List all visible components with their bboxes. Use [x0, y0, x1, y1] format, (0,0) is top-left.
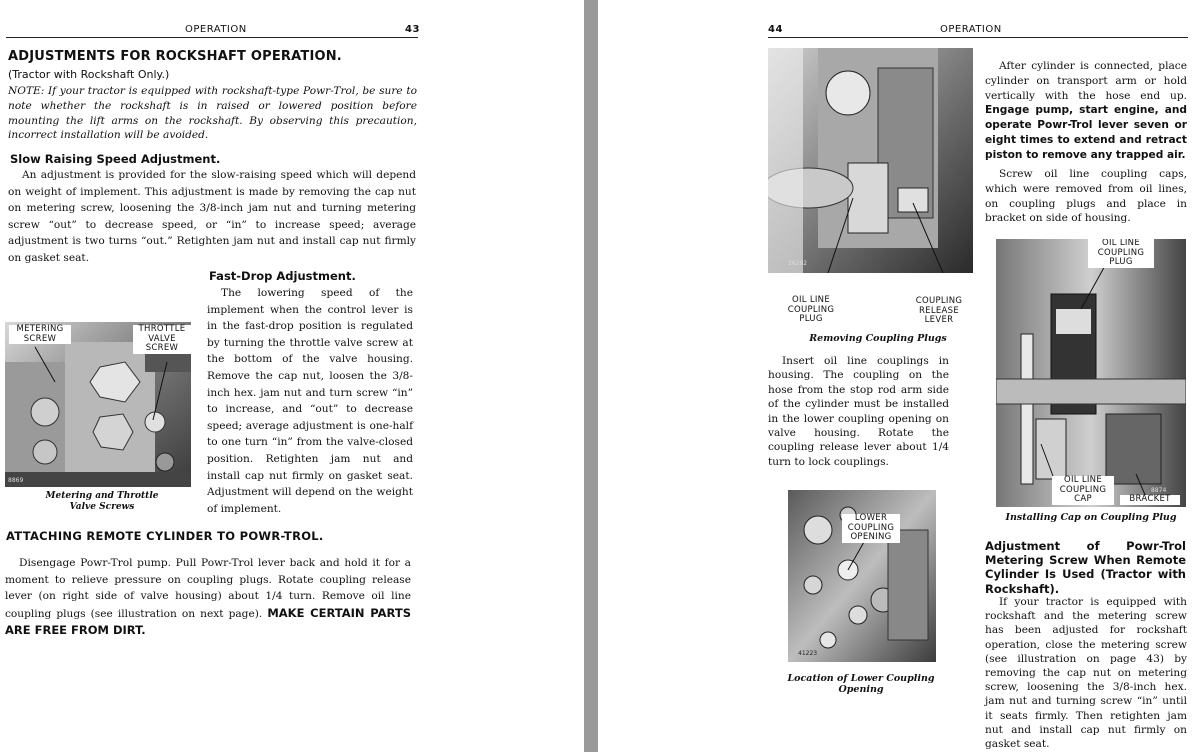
lower-coupling-opening-photo	[788, 490, 936, 662]
attaching-paragraph	[5, 555, 411, 640]
coupling-release-lever-label: COUPLING RELEASE LEVER	[915, 296, 963, 326]
removing-coupling-plugs-caption: Removing Coupling Plugs	[809, 333, 947, 344]
after-connected-paragraph	[985, 59, 1187, 163]
slow-raising-heading: Slow Raising Speed Adjustment.	[10, 152, 221, 166]
oil-line-coupling-cap-label: OIL LINE COUPLING CAP	[1052, 476, 1114, 505]
running-header: OPERATION	[185, 24, 247, 35]
attaching-text: Disengage Powr-Trol pump. Pull Powr-Trol lever back and hold it for a moment to relieve pressure on coupling plugs. Rotate coupling release lever (on right side of valve housing) about 1/4 turn. Remove oil line coupling plugs (see illustration on next page).	[5, 557, 411, 620]
lower-coupling-caption: Location of Lower Coupling Opening	[787, 673, 935, 695]
photo-number: 26292	[788, 260, 808, 267]
running-header: OPERATION	[940, 24, 1002, 35]
note-paragraph: NOTE: If your tractor is equipped with rockshaft-type Powr-Trol, be sure to note whether the rockshaft is in raised or lowered position before mounting the lift arms on the rockshaft. By observing this precaution, incorrect installation will be avoided.	[8, 85, 417, 142]
attaching-warning: MAKE CERTAIN PARTS ARE FREE FROM DIRT.	[5, 605, 411, 638]
left-page	[0, 0, 584, 752]
throttle-valve-screw-label: THROTTLE VALVE SCREW	[133, 325, 191, 354]
metering-screw-remote-heading: Adjustment of Powr-Trol Metering Screw When Remote Cylinder Is Used (Tractor with Rockshaft).	[985, 539, 1186, 596]
right-page	[598, 0, 1201, 752]
installing-cap-caption: Installing Cap on Coupling Plug	[1005, 512, 1177, 523]
section-subtitle: (Tractor with Rockshaft Only.)	[8, 68, 170, 81]
coupling-plug-illustration	[768, 48, 973, 273]
slow-raising-paragraph: An adjustment is provided for the slow-raising speed which will depend on weight of implement. This adjustment is made by removing the cap nut on metering screw, loosening the 3/8-inch jam nut and turning metering screw “out” to decrease speed, or “in” to increase speed; average adjustment is two turns “out.” Retighten jam nut and install cap nut firmly on gasket seat.	[8, 169, 416, 264]
insert-couplings-paragraph: Insert oil line couplings in housing. The coupling on the hose from the stop rod arm side of the cylinder must be installed in the lower coupling opening on valve housing. Rotate the coupling release lever about 1/4 turn to lock couplings.	[768, 355, 949, 468]
after-connected-text: After cylinder is connected, place cylinder on transport arm or hold vertically with the hose end up.	[985, 60, 1187, 102]
screw-caps-paragraph: Screw oil line coupling caps, which were removed from oil lines, on coupling plugs and place in bracket on side of housing.	[985, 168, 1187, 225]
header-rule	[768, 37, 1188, 38]
header-rule	[6, 37, 418, 38]
bracket-label: BRACKET	[1120, 495, 1180, 505]
metering-screw-label: METERING SCREW	[9, 325, 71, 344]
figure-caption: Metering and Throttle Valve Screws	[45, 491, 159, 512]
fast-drop-heading: Fast-Drop Adjustment.	[209, 269, 356, 283]
metering-screw-remote-paragraph: If your tractor is equipped with rockshaft and the metering screw has been adjusted for rockshaft operation, close the metering screw (see illustration on page 43) by removing the cap nut on metering screw, loosening the 3/8-inch hex. jam nut and turning screw “in” until it seats firmly. Then retighten jam nut and install cap nut firmly on gasket seat.	[985, 596, 1187, 751]
cap-coupling-illustration	[996, 239, 1186, 507]
bleed-air-instruction: Engage pump, start engine, and operate Powr-Trol lever seven or eight times to extend and retract piston to remove any trapped air.	[985, 104, 1187, 161]
page-number: 43	[405, 24, 420, 35]
photo-number: 41223	[798, 650, 818, 657]
section-title: ADJUSTMENTS FOR ROCKSHAFT OPERATION.	[8, 49, 342, 64]
attaching-heading: ATTACHING REMOTE CYLINDER TO POWR-TROL.	[6, 529, 324, 543]
fast-drop-paragraph: The lowering speed of the implement when the control lever is in the fast-drop position is regulated by turning the throttle valve screw at the bottom of the valve housing. Remove the cap nut, loosen the 3/8-inch hex. jam nut and turn screw “in” to increase, and “out” to decrease speed; average adjustment is one-half to one turn “in” from the valve-closed position. Retighten jam nut and install cap nut firmly on gasket seat. Adjustment will depend on the weight of implement.	[207, 287, 413, 515]
lower-coupling-opening-label: LOWER COUPLING OPENING	[842, 514, 900, 543]
installing-cap-photo	[996, 239, 1186, 507]
removing-coupling-plugs-photo	[768, 48, 973, 273]
oil-line-coupling-plug-label: OIL LINE COUPLING PLUG	[1088, 239, 1154, 268]
metering-throttle-photo	[5, 322, 191, 487]
page-number: 44	[768, 24, 783, 35]
oil-line-coupling-plug-label: OIL LINE COUPLING PLUG	[787, 295, 835, 325]
photo-number: 8874	[1151, 487, 1167, 494]
photo-number: 8869	[8, 477, 24, 484]
